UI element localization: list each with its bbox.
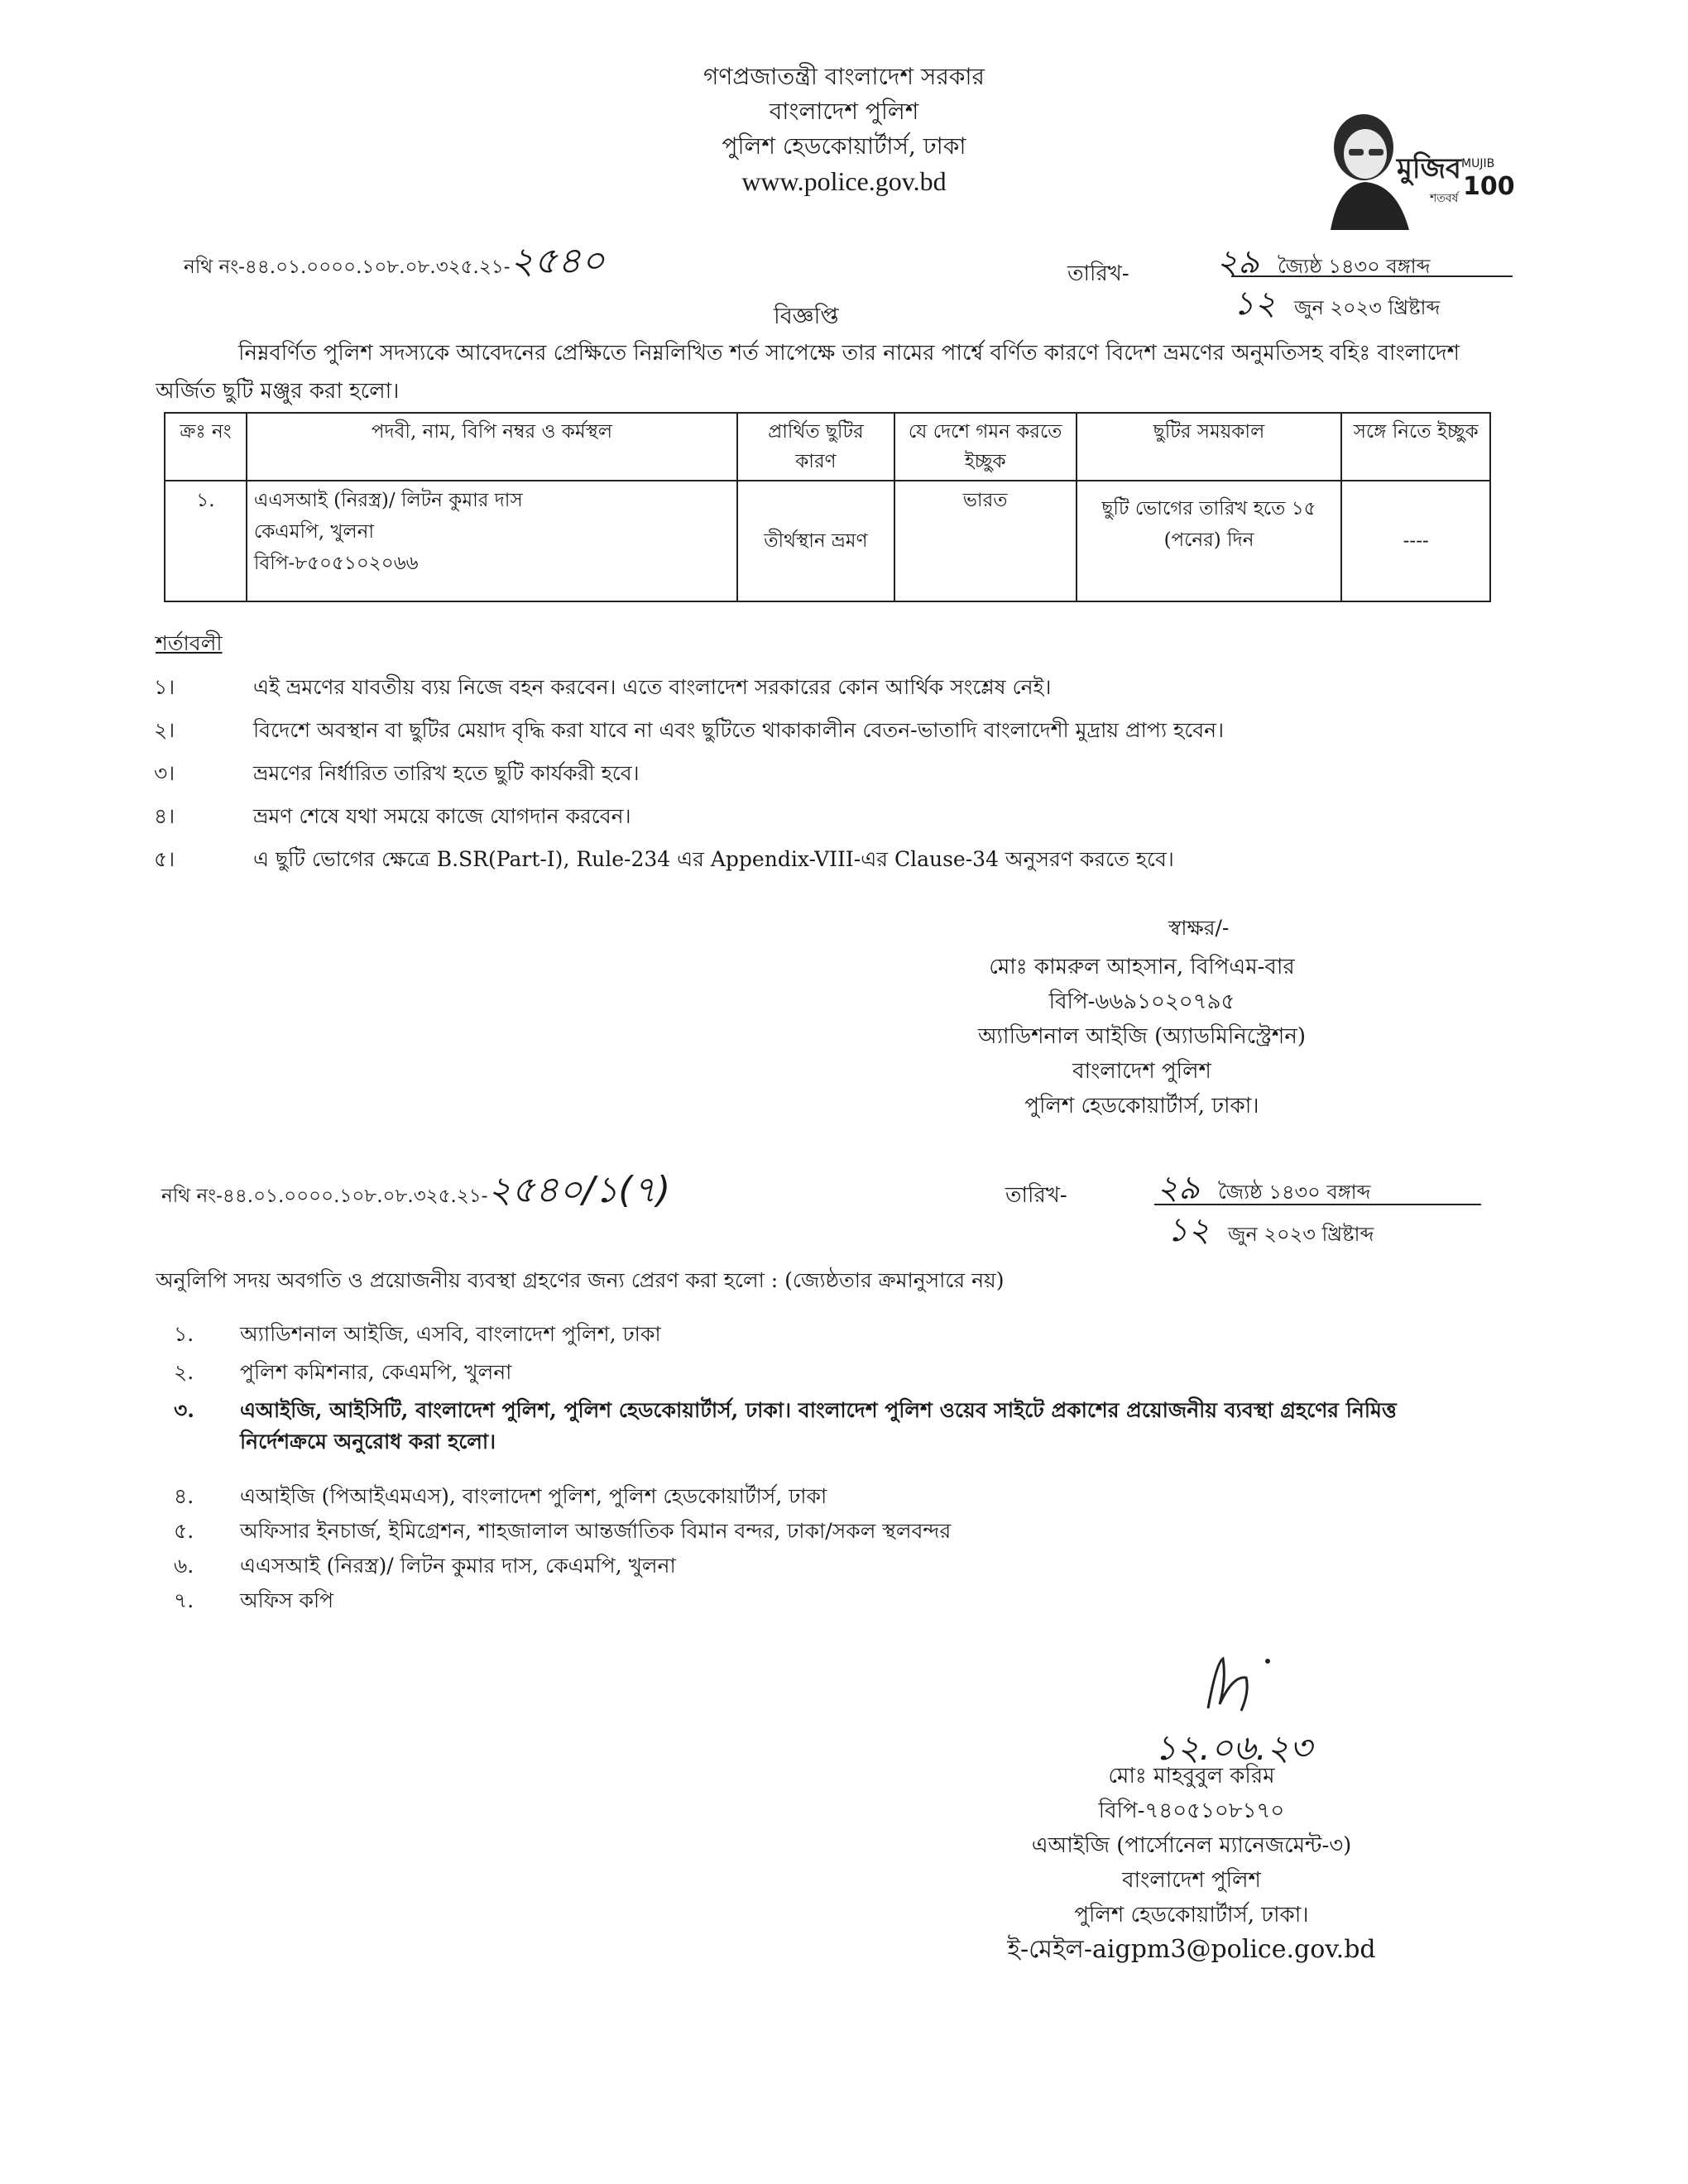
copy-text: এএসআই (নিরস্ত্র)/ লিটন কুমার দাস, কেএমপি, খুলনা	[240, 1554, 676, 1578]
memo-number-prefix: নথি নং-৪৪.০১.০০০০.১০৮.০৮.৩২৫.২১-	[184, 256, 511, 278]
copy-text: অ্যাডিশনাল আইজি, এসবি, বাংলাদেশ পুলিশ, ঢাকা	[240, 1322, 661, 1346]
cell-duration: ছুটি ভোগের তারিখ হতে ১৫ (পনের) দিন	[1077, 481, 1342, 601]
copy-text: এআইজি, আইসিটি, বাংলাদেশ পুলিশ, পুলিশ হেডকোয়ার্টার্স, ঢাকা। বাংলাদেশ পুলিশ ওয়েব সাইটে প্রকাশের প্রয়োজনীয় ব্যবস্থা গ্রহণের নিমিত্ত নির্দেশক্রমে অনুরোধ করা হলো।	[240, 1398, 1397, 1454]
logo-text-en: MUJIB	[1461, 157, 1495, 170]
org-name: বাংলাদেশ পুলিশ	[769, 98, 919, 125]
leave-table	[164, 412, 1491, 602]
memo2-date-en-day: ১২	[1167, 1211, 1210, 1249]
logo-number: 100	[1463, 172, 1515, 201]
memo2-date-bn-rest: জ্যৈষ্ঠ ১৪৩০ বঙ্গাব্দ	[1217, 1181, 1371, 1204]
condition-num: ৪।	[154, 804, 175, 828]
date-bn-day: ২৯	[1216, 243, 1259, 281]
list-item	[174, 1516, 1473, 1547]
details-rank-name: এএসআই (নিরস্ত্র)/ লিটন কুমার দাস	[253, 490, 523, 511]
memo-number	[184, 233, 605, 294]
handwritten-signature	[1192, 1646, 1291, 1729]
table-row	[165, 481, 1490, 601]
col-serial: ক্রঃ নং	[165, 413, 247, 481]
signatory2-office: পুলিশ হেডকোয়ার্টার্স, ঢাকা।	[1074, 1903, 1309, 1928]
notice-intro: নিম্নবর্ণিত পুলিশ সদস্যকে আবেদনের প্রেক্ষিতে নিম্নলিখিত শর্ত সাপেক্ষে তার নামের পার্শ্বে বর্ণিত কারণে বিদেশ ভ্রমণের অনুমতিসহ বহিঃ বাংলাদেশ অর্জিত ছুটি মঞ্জুর করা হলো।	[156, 341, 1460, 404]
govt-name: গণপ্রজাতন্ত্রী বাংলাদেশ সরকার	[703, 63, 985, 90]
list-item	[174, 1357, 1473, 1388]
col-duration: ছুটির সময়কাল	[1077, 413, 1342, 481]
condition-text: এ ছুটি ভোগের ক্ষেত্রে B.SR(Part-I), Rule-234 এর Appendix-VIII-এর Clause-34 অনুসরণ করতে হবে।	[253, 847, 1174, 871]
list-item	[174, 1550, 1473, 1582]
cell-companion: ----	[1341, 481, 1490, 601]
list-item	[174, 1481, 1473, 1512]
condition-num: ১।	[154, 675, 175, 699]
copy-num: ৬.	[174, 1554, 194, 1578]
notice-title: বিজ্ঞপ্তি	[774, 304, 839, 329]
date-en	[1233, 277, 1440, 333]
list-item	[154, 844, 1478, 875]
condition-num: ২।	[154, 718, 175, 742]
col-country: যে দেশে গমন করতে ইচ্ছুক	[894, 413, 1077, 481]
signatory-bp: বিপি-৬৬৯১০২০৭৯৫	[1048, 989, 1235, 1014]
condition-num: ৫।	[154, 847, 175, 871]
memo2-number-handwritten: ২৫৪০/১(৭)	[487, 1169, 671, 1211]
website-link[interactable]: www.police.gov.bd	[741, 166, 947, 196]
copy-text: এআইজি (পিআইএমএস), বাংলাদেশ পুলিশ, পুলিশ হেডকোয়ার্টার্স, ঢাকা	[240, 1484, 827, 1508]
cell-reason: তীর্থস্থান ভ্রমণ	[737, 481, 894, 601]
copy-num: ৭.	[174, 1588, 194, 1612]
copy-text: অফিসার ইনচার্জ, ইমিগ্রেশন, শাহজালাল আন্তর্জাতিক বিমান বন্দর, ঢাকা/সকল স্থলবন্দর	[240, 1519, 952, 1543]
logo-text-sub: শতবর্ষ	[1430, 192, 1459, 205]
conditions-heading: শর্তাবলী	[156, 631, 223, 655]
memo2-date-en	[1167, 1204, 1374, 1259]
signatory-name: মোঃ কামরুল আহসান, বিপিএম-বার	[989, 955, 1295, 979]
copy-num: ৪.	[174, 1484, 194, 1508]
signatory2-org: বাংলাদেশ পুলিশ	[1122, 1868, 1261, 1893]
signature-block-2	[976, 1759, 1407, 1967]
copy-text: পুলিশ কমিশনার, কেএমপি, খুলনা	[240, 1360, 512, 1384]
copy-num: ৩.	[174, 1398, 194, 1422]
memo2-number	[161, 1162, 670, 1223]
condition-text: ভ্রমণ শেষে যথা সময়ে কাজে যোগদান করবেন।	[253, 804, 631, 828]
date-en-day: ১২	[1233, 285, 1276, 323]
list-item	[154, 672, 1478, 703]
table-header-row	[165, 413, 1490, 481]
signatory2-email[interactable]: ই-মেইল-aigpm3@police.gov.bd	[1007, 1935, 1376, 1964]
copy-num: ৫.	[174, 1519, 194, 1543]
cell-country: ভারত	[894, 481, 1077, 601]
signatory-designation: অ্যাডিশনাল আইজি (অ্যাডমিনিস্ট্রেশন)	[978, 1024, 1306, 1049]
date-bn-rest: জ্যৈষ্ঠ ১৪৩০ বঙ্গাব্দ	[1277, 255, 1431, 278]
copy-text: অফিস কপি	[240, 1588, 334, 1612]
list-item	[174, 1585, 1473, 1616]
list-item	[154, 801, 1478, 832]
memo2-date-bn-day: ২৯	[1157, 1169, 1200, 1207]
handwritten-date: ১২.০৬.২৩	[1154, 1727, 1312, 1768]
cell-details	[247, 481, 737, 601]
col-companion: সঙ্গে নিতে ইচ্ছুক	[1341, 413, 1490, 481]
mujib-100-logo	[1306, 106, 1515, 232]
signatory2-name: মোঃ মাহবুবুল করিম	[1108, 1764, 1275, 1789]
date-label: তারিখ-	[1067, 261, 1129, 286]
copy-num: ২.	[174, 1360, 194, 1384]
list-item	[154, 758, 1478, 789]
memo2-date-en-rest: জুন ২০২৩ খ্রিষ্টাব্দ	[1227, 1223, 1374, 1246]
signature-block-1	[894, 950, 1390, 1123]
details-bp: বিপি-৮৫০৫১০২০৬৬	[253, 553, 419, 574]
signatory2-designation: এআইজি (পার্সোনেল ম্যানেজমেন্ট-৩)	[1031, 1833, 1352, 1858]
signatory-office: পুলিশ হেডকোয়ার্টার্স, ঢাকা।	[1024, 1094, 1259, 1118]
copy-num: ১.	[174, 1322, 194, 1346]
list-item	[154, 715, 1478, 746]
letterhead	[596, 60, 1092, 199]
copy-intro: অনুলিপি সদয় অবগতি ও প্রয়োজনীয় ব্যবস্থা গ্রহণের জন্য প্রেরণ করা হলো : (জ্যেষ্ঠতার ক্রমানুসারে নয়)	[156, 1268, 1005, 1292]
memo2-number-prefix: নথি নং-৪৪.০১.০০০০.১০৮.০৮.৩২৫.২১-	[161, 1185, 488, 1207]
memo2-date-label: তারিখ-	[1005, 1183, 1067, 1208]
office-name: পুলিশ হেডকোয়ার্টার্স, ঢাকা	[722, 132, 966, 160]
details-unit: কেএমপি, খুলনা	[253, 521, 375, 543]
condition-text: বিদেশে অবস্থান বা ছুটির মেয়াদ বৃদ্ধি করা যাবে না এবং ছুটিতে থাকাকালীন বেতন-ভাতাদি বাংলাদেশী মুদ্রায় প্রাপ্য হবেন।	[253, 718, 1225, 742]
signatory2-bp: বিপি-৭৪০৫১০৮১৭০	[1098, 1798, 1285, 1823]
col-details: পদবী, নাম, বিপি নম্বর ও কর্মস্থল	[247, 413, 737, 481]
list-item	[174, 1319, 1473, 1350]
signed-mark: স্বাক্ষর/-	[1168, 916, 1230, 940]
signatory-org: বাংলাদেশ পুলিশ	[1072, 1059, 1211, 1084]
condition-num: ৩।	[154, 761, 175, 785]
memo-number-handwritten: ২৫৪০	[510, 240, 605, 282]
date-en-rest: জুন ২০২৩ খ্রিষ্টাব্দ	[1293, 296, 1441, 319]
condition-text: ভ্রমণের নির্ধারিত তারিখ হতে ছুটি কার্যকরী হবে।	[253, 761, 640, 785]
list-item	[174, 1395, 1473, 1458]
cell-serial: ১.	[165, 481, 247, 601]
logo-text-bn: মুজিব	[1397, 152, 1461, 185]
condition-text: এই ভ্রমণের যাবতীয় ব্যয় নিজে বহন করবেন। এতে বাংলাদেশ সরকারের কোন আর্থিক সংশ্লেষ নেই।	[253, 675, 1052, 699]
col-reason: প্রার্থিত ছুটির কারণ	[737, 413, 894, 481]
